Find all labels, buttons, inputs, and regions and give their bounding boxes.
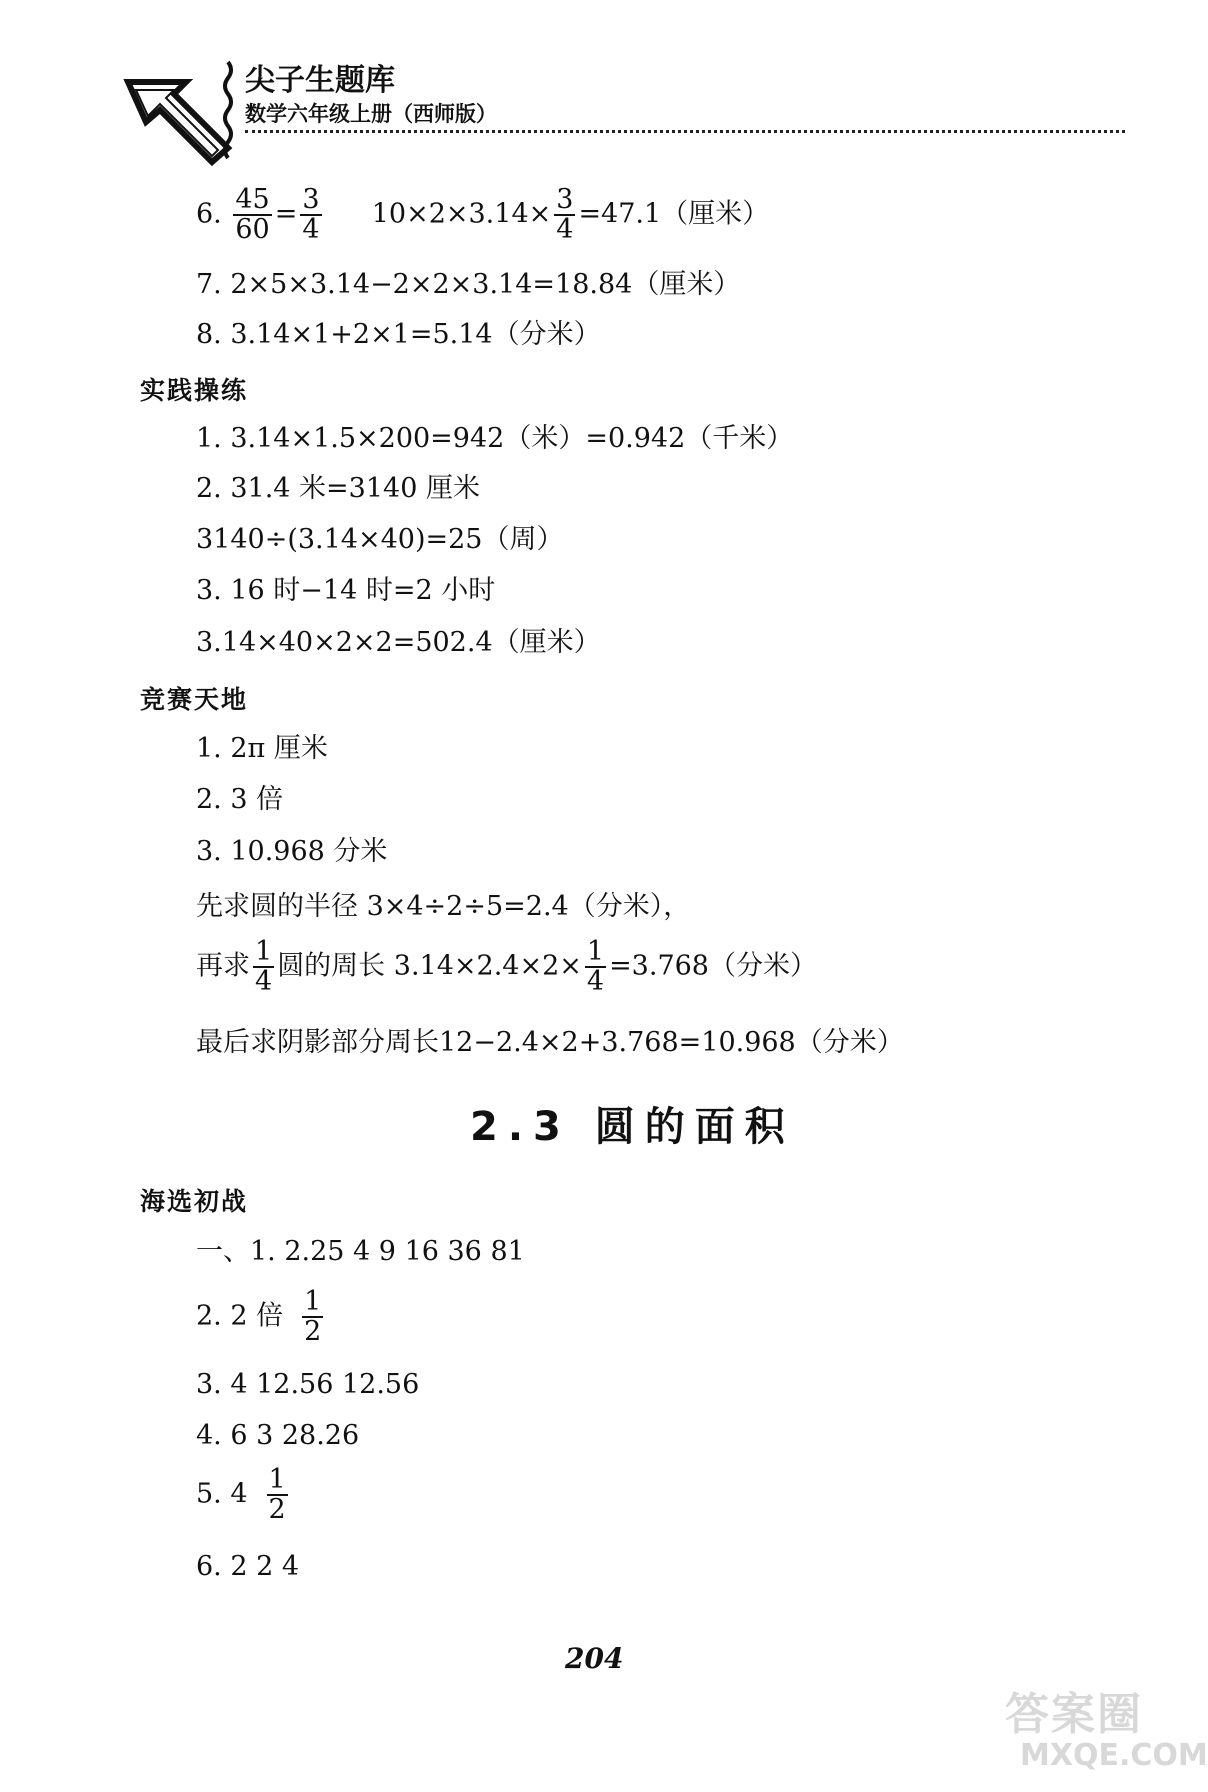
fraction: $\frac{3}{4}$ [556,184,574,245]
answer-line-6: 6. $\frac{45}{60}$ = $\frac{3}{4}$ 10×2×3.14× $\frac{3}{4}$ =47.1（厘米） [196,184,770,245]
header-title: 尖子生题库 [245,63,395,98]
contest-line-4: 先求圆的半径 3×4÷2÷5=2.4（分米）， [196,891,691,922]
chapter-title: 2.3 圆的面积 [470,1104,795,1150]
header-divider [245,130,1125,133]
sea-line-4: 4. 6 3 28.26 [196,1420,360,1451]
fraction: $\frac{1}{2}$ [268,1464,286,1525]
contest-line-5: 再求 $\frac{1}{4}$ 圆的周长 3.14×2.4×2× $\frac{1}{4}$ =3.768（分米） [196,936,817,997]
practice-line-2: 2. 31.4 米=3140 厘米 [196,473,480,504]
practice-line-1: 1. 3.14×1.5×200=942（米）=0.942（千米） [196,423,794,454]
fraction: $\frac{45}{60}$ [235,184,270,245]
watermark-bottom: MXQE.COM [1020,1738,1208,1773]
section-heading-contest: 竞赛天地 [140,685,249,714]
fraction: $\frac{1}{2}$ [304,1286,322,1347]
sea-line-2: 2. 2 倍 $\frac{1}{2}$ [196,1286,322,1347]
arrow-logo-icon [108,62,248,162]
fraction: $\frac{1}{4}$ [255,936,273,997]
practice-line-5: 3.14×40×2×2=502.4（厘米） [196,627,601,658]
sea-line-1: 一、1. 2.25 4 9 16 36 81 [196,1236,525,1267]
practice-line-4: 3. 16 时−14 时=2 小时 [196,575,496,606]
contest-line-1: 1. 2π 厘米 [196,733,328,764]
header-subtitle: 数学六年级上册（西师版） [245,102,497,126]
fraction: $\frac{3}{4}$ [302,184,320,245]
section-heading-practice: 实践操练 [140,376,249,405]
answer-line-8: 8. 3.14×1+2×1=5.14（分米） [196,319,601,350]
answer-line-7: 7. 2×5×3.14−2×2×3.14=18.84（厘米） [196,269,741,300]
section-heading-sea: 海选初战 [140,1187,249,1216]
fraction: $\frac{1}{4}$ [586,936,605,997]
contest-line-6: 最后求阴影部分周长12−2.4×2+3.768=10.968（分米） [196,1027,904,1058]
sea-line-3: 3. 4 12.56 12.56 [196,1369,420,1400]
header-logo [108,62,248,162]
contest-line-3: 3. 10.968 分米 [196,836,388,867]
contest-line-2: 2. 3 倍 [196,784,284,815]
page-number: 204 [565,1642,624,1675]
sea-line-6: 6. 2 2 4 [196,1551,300,1582]
practice-line-3: 3140÷(3.14×40)=25（周） [196,524,564,555]
watermark-top: 答案圈 [1005,1689,1143,1740]
line-text: 6. [196,198,222,230]
sea-line-5: 5. 4 $\frac{1}{2}$ [196,1464,286,1525]
